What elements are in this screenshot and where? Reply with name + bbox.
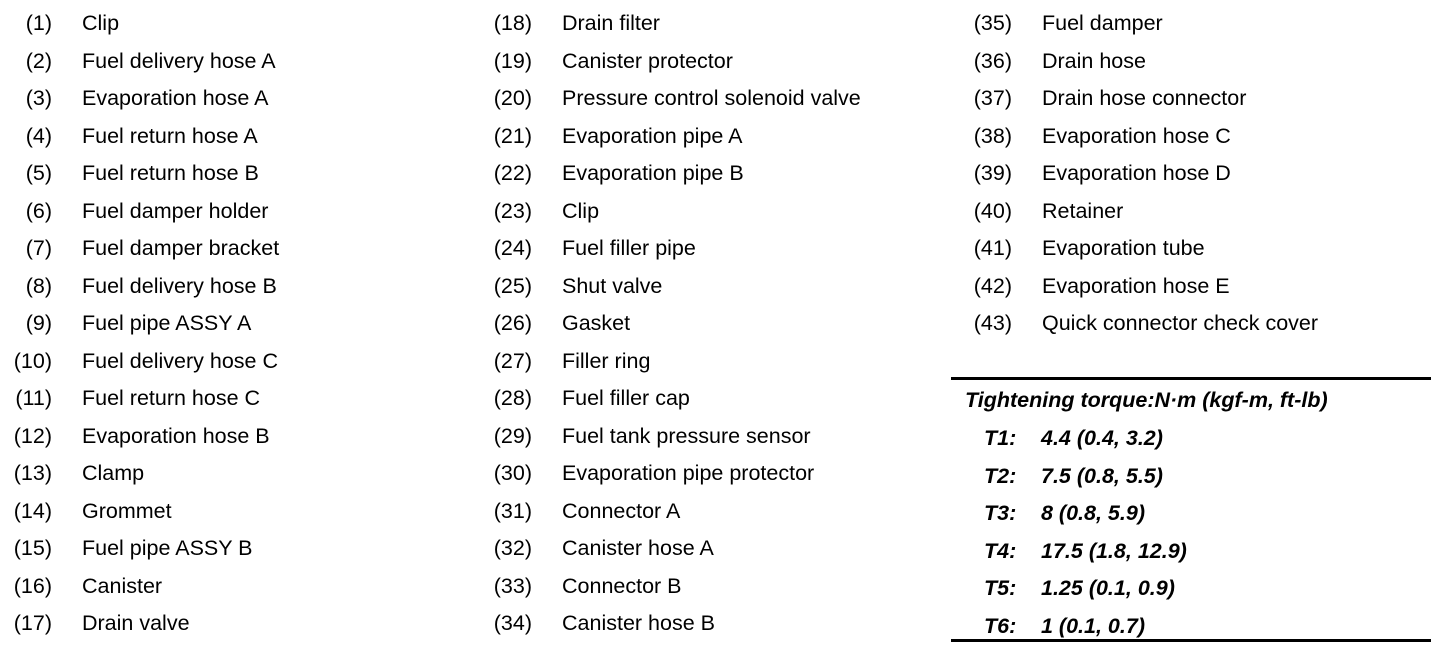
- part-number: (42): [973, 273, 1012, 298]
- part-number: (21): [493, 123, 532, 148]
- torque-code: T2:: [984, 463, 1017, 488]
- part-name: Evaporation hose D: [1042, 161, 1231, 185]
- part-number: (17): [13, 611, 52, 635]
- part-name: Canister hose B: [562, 611, 715, 635]
- torque-code: T1:: [984, 426, 1017, 450]
- part-name: Connector A: [562, 498, 681, 523]
- torque-value: 8 (0.8, 5.9): [1041, 501, 1145, 525]
- part-number: (1): [25, 11, 52, 35]
- parts-column-3: [960, 5, 1450, 343]
- part-number: (36): [973, 48, 1012, 73]
- torque-code: T4:: [984, 538, 1017, 563]
- part-name: Fuel tank pressure sensor: [562, 423, 811, 448]
- part-name: Fuel return hose C: [82, 386, 261, 410]
- part-number: (37): [973, 86, 1012, 110]
- part-row: [0, 155, 470, 193]
- torque-row: [951, 533, 1431, 571]
- torque-value: 17.5 (1.8, 12.9): [1041, 538, 1187, 563]
- part-row: [0, 5, 470, 43]
- part-name: Fuel damper: [1042, 11, 1163, 35]
- part-row: [960, 193, 1450, 231]
- part-name: Gasket: [562, 311, 631, 335]
- part-number: (32): [493, 536, 532, 560]
- part-name: Evaporation tube: [1042, 236, 1205, 260]
- part-row: [960, 5, 1450, 43]
- part-number: (34): [493, 611, 532, 635]
- part-name: Fuel delivery hose C: [82, 348, 278, 373]
- part-row: [0, 605, 470, 643]
- part-name: Quick connector check cover: [1042, 311, 1319, 335]
- part-row: [960, 155, 1450, 193]
- part-name: Clamp: [82, 461, 145, 485]
- part-row: [0, 80, 470, 118]
- part-row: [480, 43, 950, 81]
- torque-code: T6:: [984, 613, 1017, 638]
- torque-row: [951, 420, 1431, 458]
- part-name: Grommet: [82, 498, 172, 523]
- part-row: [0, 268, 470, 306]
- part-number: (16): [13, 573, 52, 598]
- part-name: Canister: [82, 573, 163, 598]
- part-number: (3): [25, 86, 52, 110]
- part-name: Drain hose: [1042, 48, 1146, 73]
- part-row: [480, 193, 950, 231]
- part-number: (43): [973, 311, 1012, 335]
- part-number: (31): [493, 498, 532, 523]
- part-row: [480, 80, 950, 118]
- part-row: [480, 418, 950, 456]
- part-number: (35): [973, 11, 1012, 35]
- torque-row: [951, 495, 1431, 533]
- part-number: (13): [13, 461, 52, 485]
- part-number: (26): [493, 311, 532, 335]
- torque-code: T3:: [984, 501, 1017, 525]
- part-name: Evaporation hose E: [1042, 273, 1230, 298]
- torque-table: [951, 377, 1431, 642]
- part-number: (2): [25, 48, 52, 73]
- part-row: [480, 230, 950, 268]
- part-name: Evaporation hose A: [82, 86, 269, 110]
- part-row: [0, 43, 470, 81]
- part-name: Fuel filler cap: [562, 386, 690, 410]
- part-name: Evaporation pipe A: [562, 123, 743, 148]
- part-name: Drain hose connector: [1042, 86, 1247, 110]
- part-number: (38): [973, 123, 1012, 148]
- part-name: Drain filter: [562, 11, 660, 35]
- torque-title: Tightening torque:N·m (kgf-m, ft-lb): [965, 388, 1328, 412]
- part-name: Retainer: [1042, 198, 1124, 223]
- part-name: Fuel filler pipe: [562, 236, 696, 260]
- part-name: Evaporation hose B: [82, 423, 270, 448]
- part-name: Fuel damper holder: [82, 198, 269, 223]
- torque-code: T5:: [984, 576, 1017, 600]
- part-row: [0, 193, 470, 231]
- part-number: (18): [493, 11, 532, 35]
- part-number: (33): [493, 573, 532, 598]
- part-number: (28): [493, 386, 532, 410]
- part-row: [480, 380, 950, 418]
- part-row: [0, 418, 470, 456]
- part-name: Canister hose A: [562, 536, 714, 560]
- part-row: [480, 530, 950, 568]
- parts-column-1: [0, 5, 470, 643]
- part-row: [0, 455, 470, 493]
- part-number: (29): [493, 423, 532, 448]
- part-name: Fuel pipe ASSY A: [82, 311, 252, 335]
- part-row: [0, 305, 470, 343]
- part-row: [480, 455, 950, 493]
- torque-value: 1.25 (0.1, 0.9): [1041, 576, 1175, 600]
- part-number: (10): [13, 348, 52, 373]
- part-row: [0, 530, 470, 568]
- part-row: [480, 605, 950, 643]
- part-row: [0, 118, 470, 156]
- torque-row: [951, 570, 1431, 608]
- torque-row: [951, 608, 1431, 646]
- part-name: Filler ring: [562, 348, 651, 373]
- part-row: [0, 380, 470, 418]
- part-name: Canister protector: [562, 48, 733, 73]
- part-row: [480, 155, 950, 193]
- part-number: (27): [493, 348, 532, 373]
- torque-value: 4.4 (0.4, 3.2): [1041, 426, 1163, 450]
- part-name: Connector B: [562, 573, 682, 598]
- part-row: [960, 305, 1450, 343]
- torque-value: 1 (0.1, 0.7): [1041, 613, 1145, 638]
- torque-value: 7.5 (0.8, 5.5): [1041, 463, 1163, 488]
- part-number: (24): [493, 236, 532, 260]
- part-number: (6): [25, 198, 52, 223]
- part-number: (39): [973, 161, 1012, 185]
- part-name: Pressure control solenoid valve: [562, 86, 861, 110]
- part-number: (8): [25, 273, 52, 298]
- part-number: (41): [973, 236, 1012, 260]
- part-number: (30): [493, 461, 532, 485]
- part-name: Fuel damper bracket: [82, 236, 280, 260]
- part-name: Fuel pipe ASSY B: [82, 536, 253, 560]
- part-row: [480, 305, 950, 343]
- part-name: Evaporation pipe B: [562, 161, 744, 185]
- part-name: Fuel delivery hose A: [82, 48, 276, 73]
- part-number: (14): [13, 498, 52, 523]
- part-number: (12): [13, 423, 52, 448]
- parts-column-2: [480, 5, 950, 643]
- part-row: [0, 343, 470, 381]
- part-number: (40): [973, 198, 1012, 223]
- part-row: [480, 493, 950, 531]
- torque-list: [951, 420, 1431, 645]
- part-row: [480, 118, 950, 156]
- part-row: [0, 568, 470, 606]
- part-name: Shut valve: [562, 273, 663, 298]
- part-number: (25): [493, 273, 532, 298]
- part-number: (11): [15, 386, 52, 410]
- part-number: (5): [25, 161, 52, 185]
- part-row: [960, 80, 1450, 118]
- part-number: (20): [493, 86, 532, 110]
- part-number: (23): [493, 198, 532, 223]
- part-row: [0, 493, 470, 531]
- part-number: (22): [493, 161, 532, 185]
- part-name: Fuel return hose B: [82, 161, 259, 185]
- part-row: [480, 343, 950, 381]
- part-row: [960, 43, 1450, 81]
- part-row: [960, 268, 1450, 306]
- part-name: Fuel return hose A: [82, 123, 258, 148]
- part-name: Evaporation hose C: [1042, 123, 1231, 148]
- part-name: Drain valve: [82, 611, 190, 635]
- part-number: (9): [25, 311, 52, 335]
- part-row: [480, 5, 950, 43]
- part-name: Evaporation pipe protector: [562, 461, 815, 485]
- part-name: Clip: [562, 198, 600, 223]
- part-number: (7): [25, 236, 52, 260]
- torque-row: [951, 458, 1431, 496]
- part-row: [960, 118, 1450, 156]
- part-row: [480, 568, 950, 606]
- part-row: [480, 268, 950, 306]
- part-name: Clip: [82, 11, 120, 35]
- part-name: Fuel delivery hose B: [82, 273, 277, 298]
- part-row: [960, 230, 1450, 268]
- part-row: [0, 230, 470, 268]
- part-number: (4): [25, 123, 52, 148]
- part-number: (15): [13, 536, 52, 560]
- part-number: (19): [493, 48, 532, 73]
